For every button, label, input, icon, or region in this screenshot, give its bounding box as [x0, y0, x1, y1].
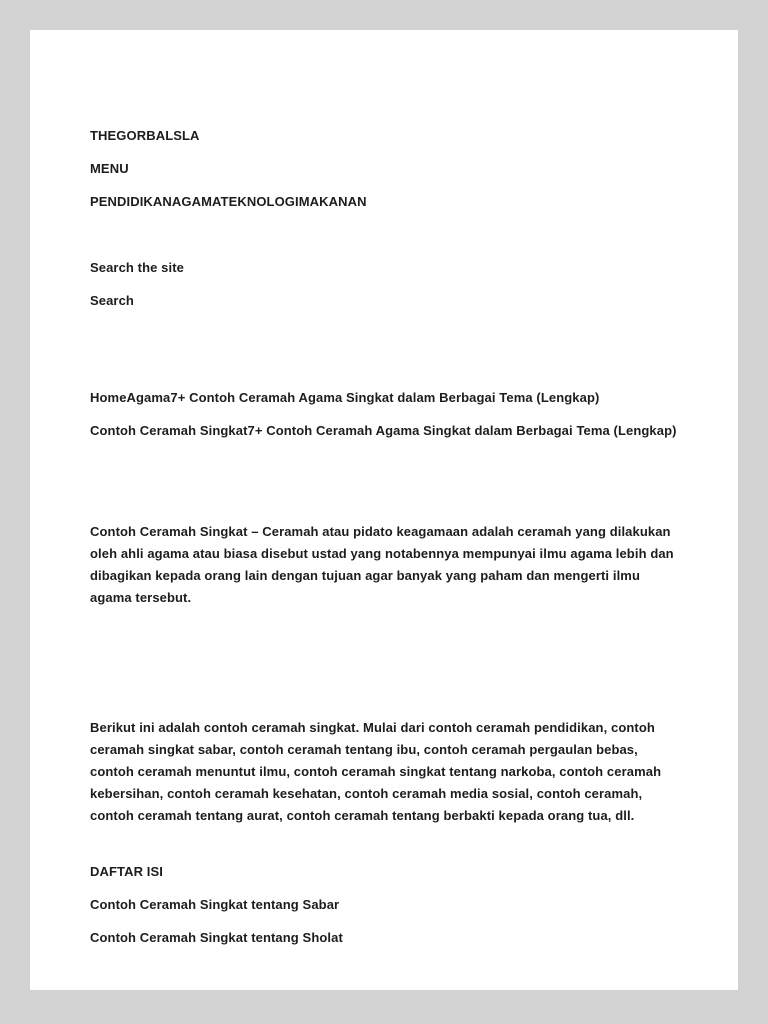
- nav-links: PENDIDIKANAGAMATEKNOLOGIMAKANAN: [90, 194, 367, 209]
- article-paragraph-topics: Berikut ini adalah contoh ceramah singkat. Mulai dari contoh ceramah pendidikan, contoh ceramah singkat sabar, contoh ceramah tentang ibu, contoh ceramah pergaulan bebas, contoh ceramah menuntut ilmu, contoh ceramah singkat tentang narkoba, contoh ceramah kebersihan, contoh ceramah kesehatan, contoh ceramah media sosial, contoh ceramah, contoh ceramah tentang aurat, contoh ceramah tentang berbakti kepada orang tua, dll.: [90, 720, 662, 823]
- toc-heading: DAFTAR ISI: [90, 864, 163, 879]
- search-heading: Search the site: [90, 260, 184, 275]
- menu-label: MENU: [90, 161, 129, 176]
- article-paragraph-intro: Contoh Ceramah Singkat – Ceramah atau pidato keagamaan adalah ceramah yang dilakukan oleh ahli agama atau biasa disebut ustad yang notabennya mempunyai ilmu agama lebih dan dibagikan kepada orang lain dengan tujuan agar banyak yang paham dan mengerti ilmu agama tersebut.: [90, 524, 674, 605]
- search-label: Search: [90, 293, 134, 308]
- breadcrumb-line-1: HomeAgama7+ Contoh Ceramah Agama Singkat dalam Berbagai Tema (Lengkap): [90, 390, 600, 405]
- site-title: THEGORBALSLA: [90, 128, 200, 143]
- breadcrumb-line-2: Contoh Ceramah Singkat7+ Contoh Ceramah Agama Singkat dalam Berbagai Tema (Lengkap): [90, 423, 677, 438]
- toc-item: Contoh Ceramah Singkat tentang Sabar: [90, 897, 340, 912]
- document-page: [30, 30, 738, 990]
- toc-item: Contoh Ceramah Singkat tentang Sholat: [90, 930, 343, 945]
